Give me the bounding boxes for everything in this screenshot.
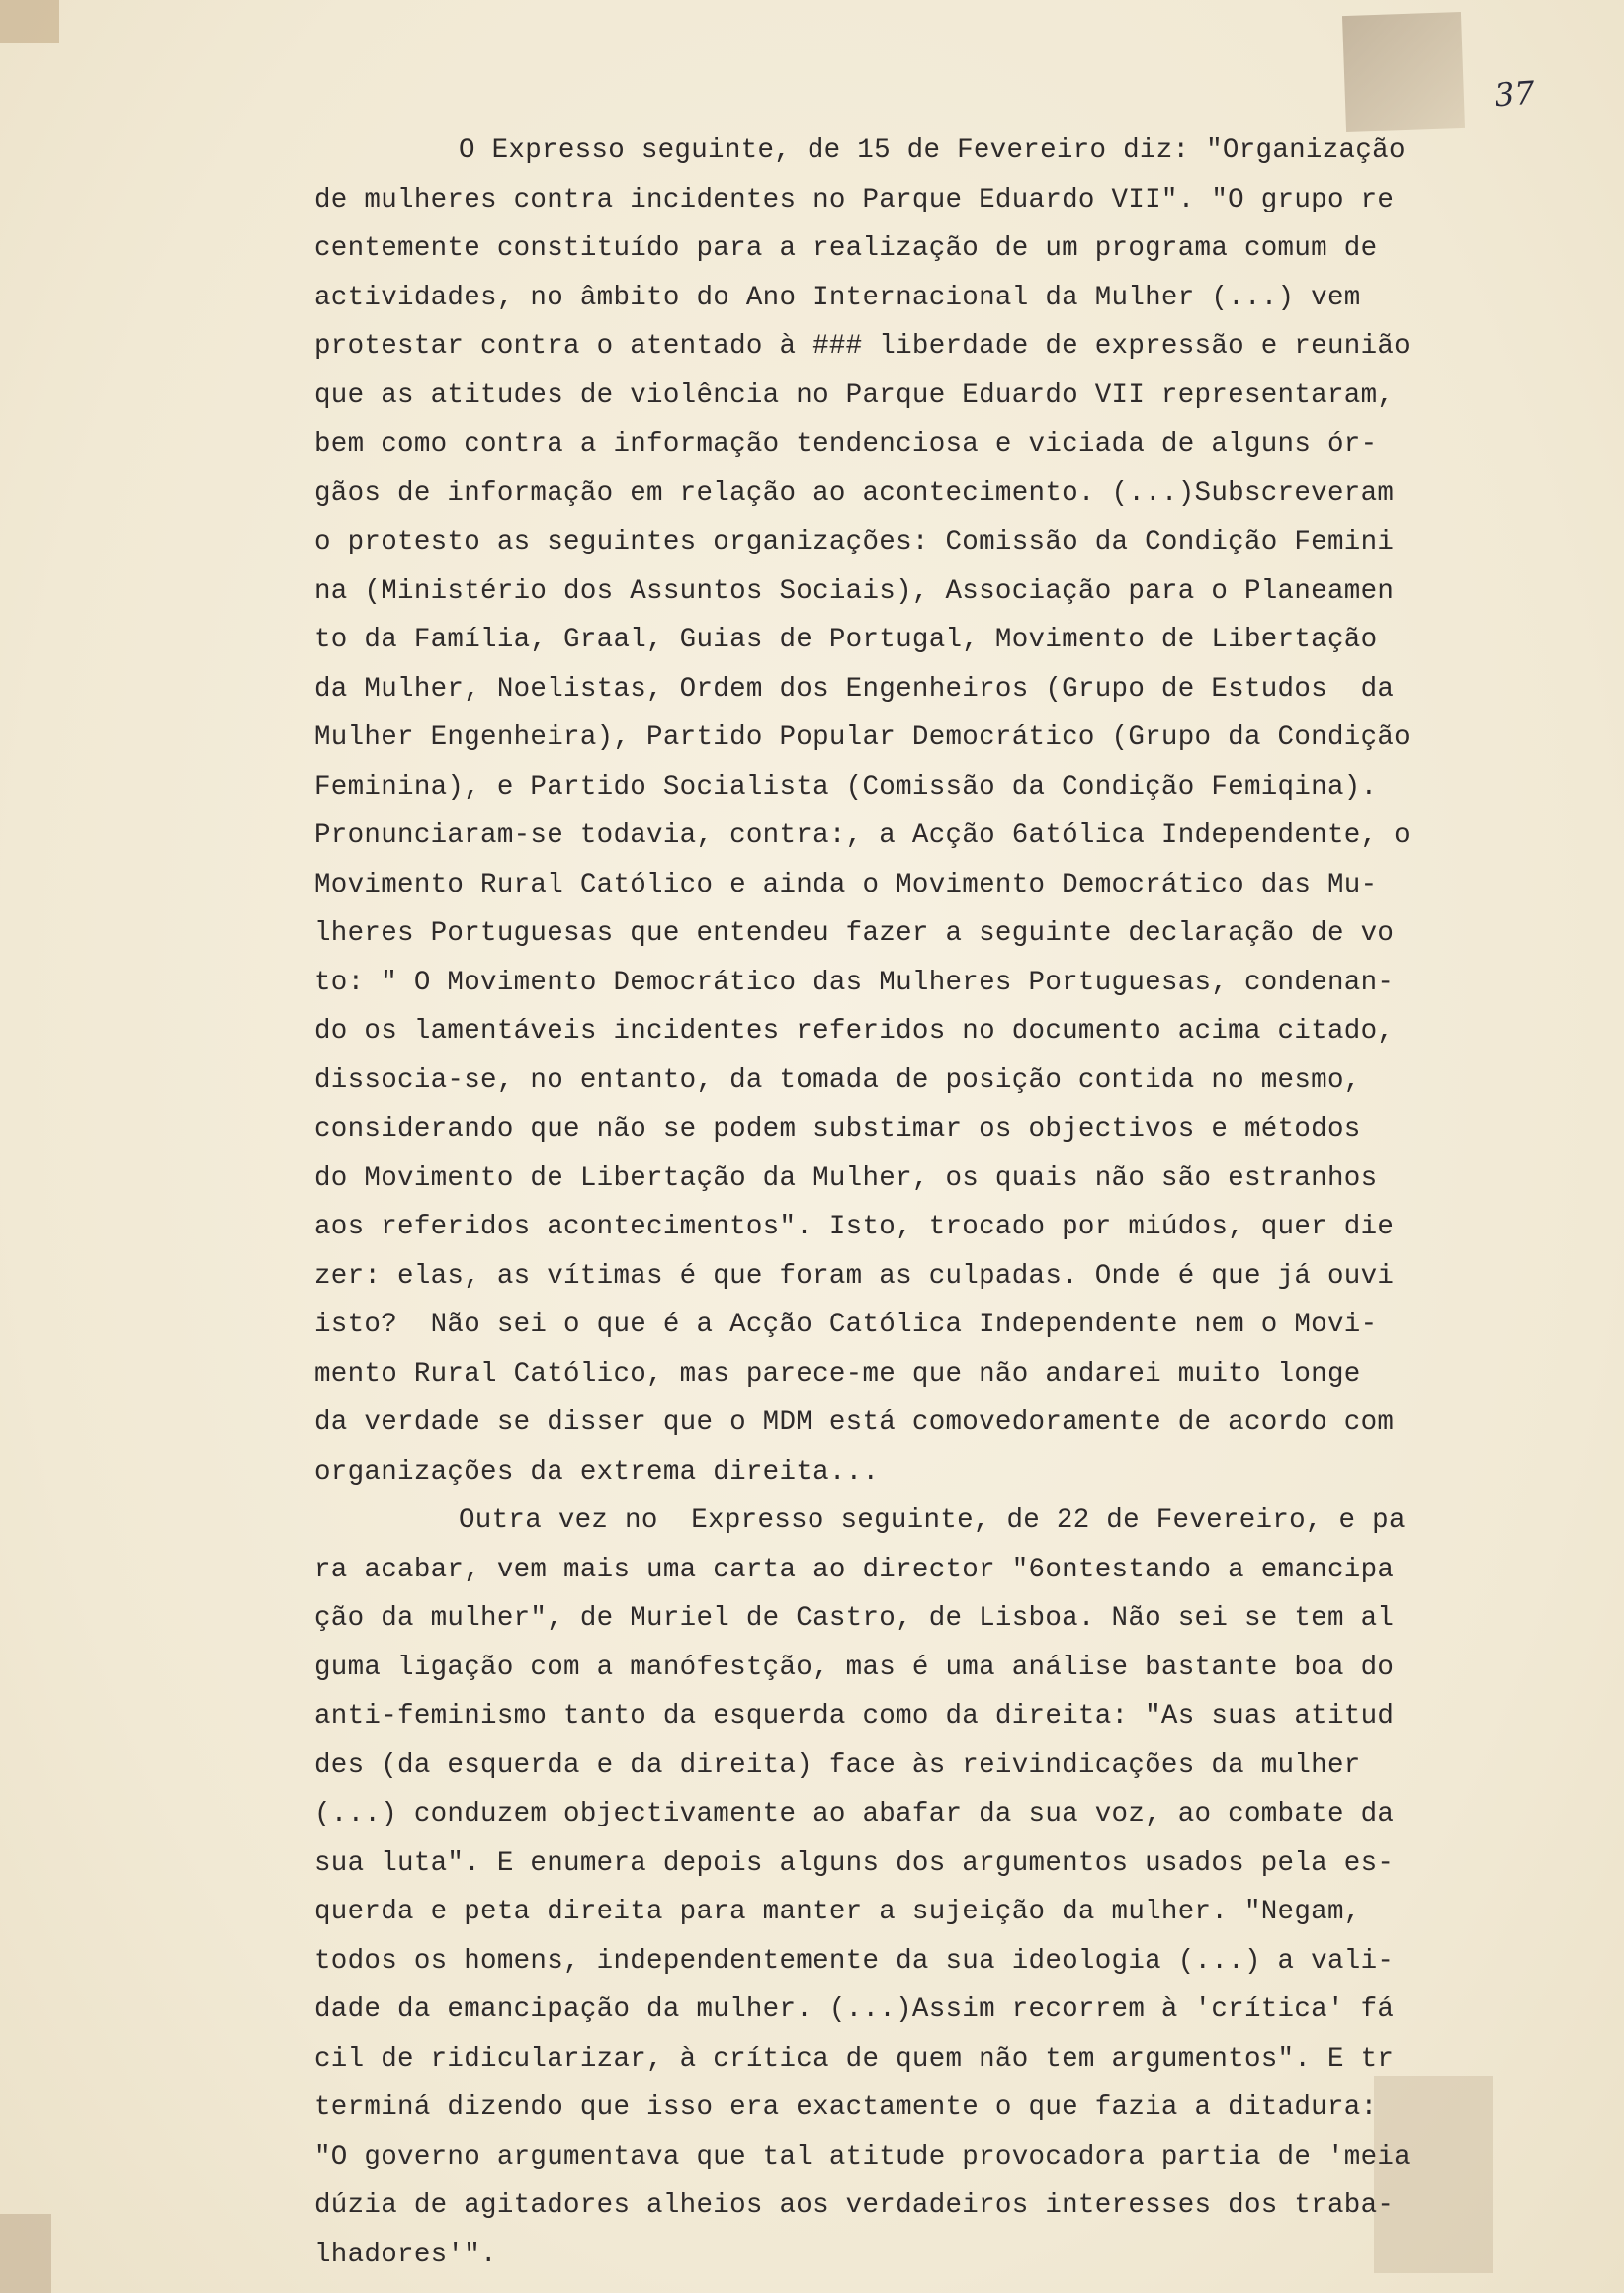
- text-line: ção da mulher", de Muriel de Castro, de Lisboa. Não sei se tem al: [314, 1603, 1395, 1634]
- text-line: Outra vez no Expresso seguinte, de 22 de Fevereiro, e pa: [459, 1505, 1406, 1536]
- text-line: lhadores'".: [314, 2239, 497, 2270]
- text-line: querda e peta direita para manter a sujeição da mulher. "Negam,: [314, 1897, 1361, 1927]
- text-line: isto? Não sei o que é a Acção Católica Independente nem o Movi-: [314, 1310, 1378, 1340]
- text-line: centemente constituído para a realização de um programa comum de: [314, 233, 1378, 264]
- text-line: to: " O Movimento Democrático das Mulheres Portuguesas, condenan-: [314, 967, 1395, 998]
- text-line: terminá dizendo que isso era exactamente o que fazia a ditadura:: [314, 2092, 1378, 2123]
- text-line: Feminina), e Partido Socialista (Comissão da Condição Femiqina).: [314, 771, 1378, 803]
- text-line: que as atitudes de violência no Parque Eduardo VII representaram,: [314, 380, 1395, 411]
- text-line: na (Ministério dos Assuntos Sociais), Associação para o Planeamen: [314, 575, 1395, 607]
- text-line: mento Rural Católico, mas parece-me que não andarei muito longe: [314, 1358, 1361, 1390]
- text-line: dissocia-se, no entanto, da tomada de posição contida no mesmo,: [314, 1064, 1361, 1096]
- text-line: dúzia de agitadores alheios aos verdadeiros interesses dos traba-: [314, 2190, 1395, 2221]
- tape-mark-top-left: [0, 0, 59, 43]
- text-line: do os lamentáveis incidentes referidos no documento acima citado,: [314, 1016, 1395, 1047]
- text-line: des (da esquerda e da direita) face às reivindicações da mulher: [314, 1749, 1361, 1781]
- text-line: Movimento Rural Católico e ainda o Movimento Democrático das Mu-: [314, 869, 1378, 900]
- text-line: organizações da extrema direita...: [314, 1456, 880, 1487]
- text-line: de mulheres contra incidentes no Parque Eduardo VII". "O grupo re: [314, 184, 1395, 215]
- text-line: guma ligação com a manófestção, mas é uma análise bastante boa do: [314, 1652, 1395, 1683]
- paragraph: [314, 127, 1491, 1496]
- text-line: (...) conduzem objectivamente ao abafar da sua voz, ao combate da: [314, 1799, 1395, 1829]
- text-line: da verdade se disser que o MDM está comovedoramente de acordo com: [314, 1407, 1395, 1438]
- text-line: todos os homens, independentemente da sua ideologia (...) a vali-: [314, 1945, 1395, 1977]
- text-line: O Expresso seguinte, de 15 de Fevereiro diz: "Organização: [459, 135, 1406, 166]
- document-body: [314, 127, 1491, 2279]
- text-line: cil de ridicularizar, à crítica de quem não tem argumentos". E tr: [314, 2043, 1395, 2075]
- text-line: da Mulher, Noelistas, Ordem dos Engenheiros (Grupo de Estudos da: [314, 673, 1395, 705]
- tape-mark-top-right: [1342, 12, 1465, 132]
- paragraph: [314, 1496, 1491, 2279]
- text-line: bem como contra a informação tendenciosa e viciada de alguns ór-: [314, 429, 1378, 460]
- text-line: zer: elas, as vítimas é que foram as culpadas. Onde é que já ouvi: [314, 1260, 1395, 1292]
- text-line: sua luta". E enumera depois alguns dos argumentos usados pela es-: [314, 1847, 1395, 1879]
- text-line: o protesto as seguintes organizações: Comissão da Condição Femini: [314, 527, 1395, 557]
- text-line: aos referidos acontecimentos". Isto, trocado por miúdos, quer die: [314, 1212, 1395, 1242]
- text-line: protestar contra o atentado à ### liberdade de expressão e reunião: [314, 331, 1410, 362]
- text-line: gãos de informação em relação ao acontecimento. (...)Subscreveram: [314, 477, 1395, 509]
- text-line: Mulher Engenheira), Partido Popular Democrático (Grupo da Condição: [314, 722, 1410, 753]
- text-line: "O governo argumentava que tal atitude provocadora partia de 'meia: [314, 2141, 1410, 2172]
- handwritten-page-number: 37: [1493, 73, 1536, 115]
- text-line: actividades, no âmbito do Ano Internacional da Mulher (...) vem: [314, 282, 1361, 313]
- text-line: lheres Portuguesas que entendeu fazer a seguinte declaração de vo: [314, 918, 1395, 949]
- text-line: ra acabar, vem mais uma carta ao director "6ontestando a emancipa: [314, 1554, 1395, 1585]
- text-line: considerando que não se podem substimar os objectivos e métodos: [314, 1114, 1361, 1145]
- text-line: dade da emancipação da mulher. (...)Assim recorrem à 'crítica' fá: [314, 1995, 1395, 2025]
- text-line: to da Família, Graal, Guias de Portugal, Movimento de Libertação: [314, 625, 1378, 655]
- text-line: Pronunciaram-se todavia, contra:, a Acção 6atólica Independente, o: [314, 820, 1410, 851]
- tape-mark-bottom-left: [0, 2214, 51, 2293]
- text-line: do Movimento de Libertação da Mulher, os quais não são estranhos: [314, 1162, 1378, 1194]
- text-line: anti-feminismo tanto da esquerda como da direita: "As suas atitud: [314, 1701, 1395, 1732]
